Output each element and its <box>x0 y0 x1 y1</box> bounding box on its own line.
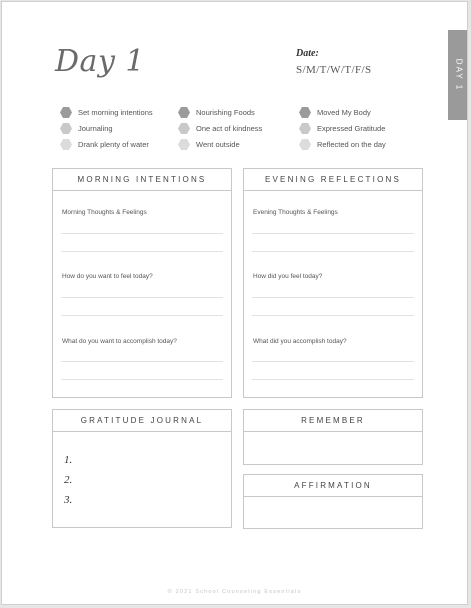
habit-item[interactable] <box>178 123 262 134</box>
habit-label: One act of kindness <box>196 124 263 133</box>
habit-label: Moved My Body <box>317 108 371 117</box>
weekday-selector[interactable]: S/M/T/W/T/F/S <box>296 64 372 76</box>
habit-item[interactable] <box>299 107 371 118</box>
hexagon-checkbox-icon[interactable] <box>60 107 72 118</box>
hexagon-checkbox-icon[interactable] <box>60 123 72 134</box>
gratitude-journal-heading: GRATITUDE JOURNAL <box>53 410 231 432</box>
hexagon-checkbox-icon[interactable] <box>178 123 190 134</box>
remember-heading: REMEMBER <box>244 410 422 432</box>
writing-line[interactable] <box>61 233 223 234</box>
habit-item[interactable] <box>178 107 255 118</box>
gratitude-item-number[interactable]: 1. <box>64 454 73 466</box>
gratitude-item-number[interactable]: 2. <box>64 474 73 486</box>
habit-label: Set morning intentions <box>78 108 153 117</box>
habit-item[interactable] <box>178 139 240 150</box>
habit-label: Went outside <box>196 140 240 149</box>
writing-line[interactable] <box>252 297 414 298</box>
writing-line[interactable] <box>61 251 223 252</box>
hexagon-checkbox-icon[interactable] <box>178 107 190 118</box>
habit-label: Expressed Gratitude <box>317 124 386 133</box>
gratitude-item-number[interactable]: 3. <box>64 494 73 506</box>
date-label: Date: <box>296 48 319 59</box>
evening-prompt: What did you accomplish today? <box>253 338 347 345</box>
copyright-footer: © 2021 School Counseling Essentials <box>167 589 302 595</box>
day-tab-label: DAY 1 <box>454 58 463 92</box>
hexagon-checkbox-icon[interactable] <box>178 139 190 150</box>
morning-prompt: How do you want to feel today? <box>62 273 153 280</box>
morning-intentions-box <box>52 168 232 398</box>
writing-line[interactable] <box>252 379 414 380</box>
writing-line[interactable] <box>252 315 414 316</box>
evening-prompt: Evening Thoughts & Feelings <box>253 209 338 216</box>
page-title: Day 1 <box>55 44 146 79</box>
habit-item[interactable] <box>60 123 113 134</box>
habit-item[interactable] <box>60 139 149 150</box>
habit-item[interactable] <box>299 139 386 150</box>
habit-item[interactable] <box>60 107 153 118</box>
writing-line[interactable] <box>61 361 223 362</box>
affirmation-heading: AFFIRMATION <box>244 475 422 497</box>
habit-label: Journaling <box>78 124 113 133</box>
remember-box[interactable] <box>243 409 423 465</box>
day-tab[interactable] <box>448 30 468 120</box>
writing-line[interactable] <box>252 251 414 252</box>
affirmation-box[interactable] <box>243 474 423 529</box>
planner-page <box>1 1 468 605</box>
writing-line[interactable] <box>61 297 223 298</box>
hexagon-checkbox-icon[interactable] <box>299 107 311 118</box>
writing-line[interactable] <box>61 315 223 316</box>
habit-item[interactable] <box>299 123 385 134</box>
habit-label: Drank plenty of water <box>78 140 149 149</box>
habit-label: Nourishing Foods <box>196 108 255 117</box>
morning-intentions-heading: MORNING INTENTIONS <box>53 169 231 191</box>
evening-prompt: How did you feel today? <box>253 273 323 280</box>
hexagon-checkbox-icon[interactable] <box>60 139 72 150</box>
habit-label: Reflected on the day <box>317 140 386 149</box>
gratitude-journal-box <box>52 409 232 528</box>
evening-reflections-box <box>243 168 423 398</box>
writing-line[interactable] <box>61 379 223 380</box>
writing-line[interactable] <box>252 361 414 362</box>
hexagon-checkbox-icon[interactable] <box>299 139 311 150</box>
morning-prompt: What do you want to accomplish today? <box>62 338 177 345</box>
morning-prompt: Morning Thoughts & Feelings <box>62 209 147 216</box>
evening-reflections-heading: EVENING REFLECTIONS <box>244 169 422 191</box>
hexagon-checkbox-icon[interactable] <box>299 123 311 134</box>
habit-tracker <box>60 107 440 157</box>
writing-line[interactable] <box>252 233 414 234</box>
